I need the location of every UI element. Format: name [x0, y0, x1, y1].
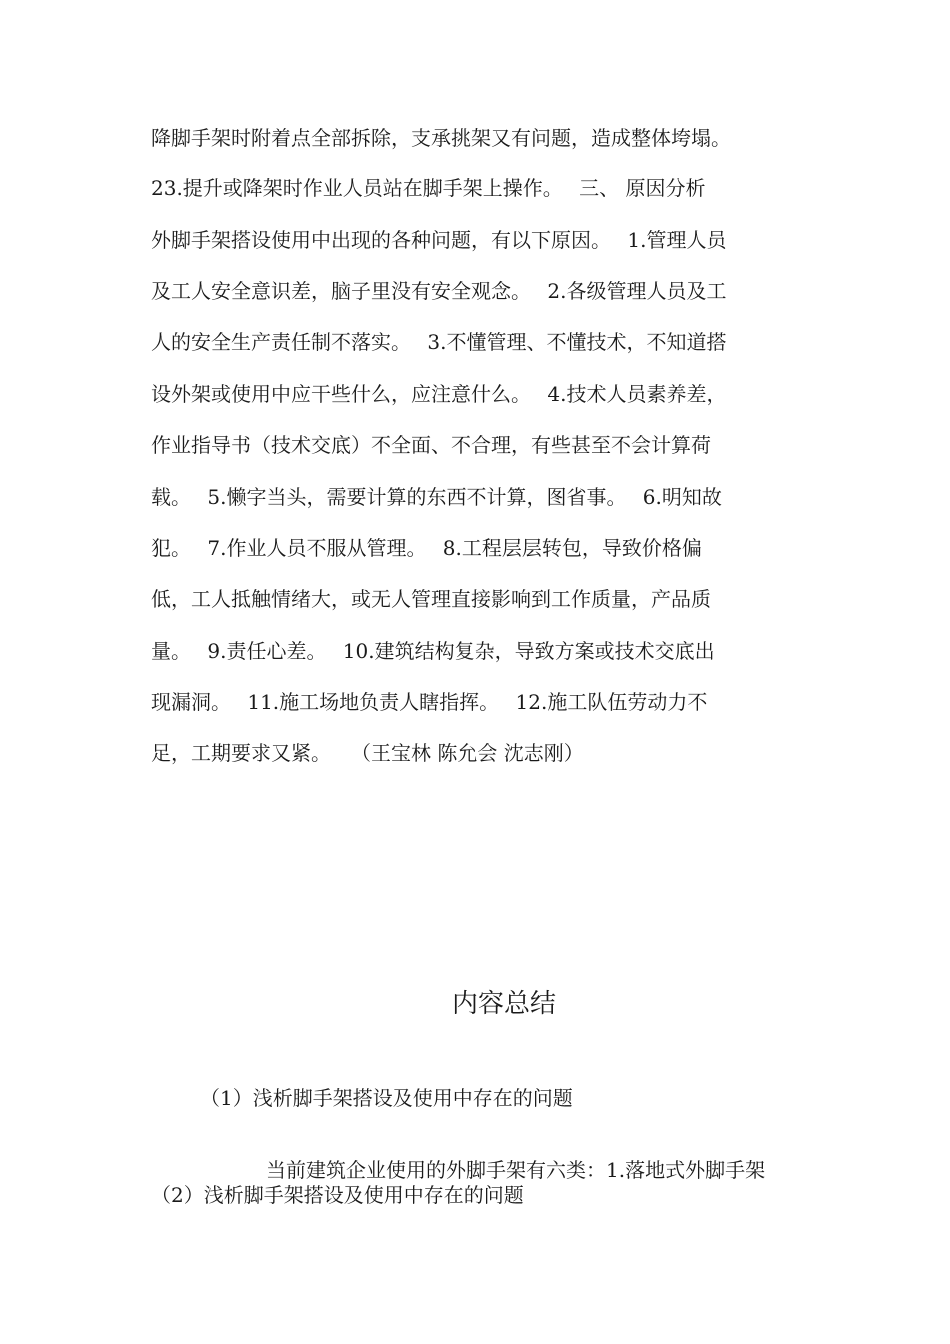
- body-line: 现漏洞。 11.施工场地负责人瞎指挥。 12.施工队伍劳动力不: [151, 690, 708, 714]
- body-line: 降脚手架时附着点全部拆除，支承挑架又有问题，造成整体垮塌。: [151, 126, 731, 150]
- summary-item-2: （2）浅析脚手架搭设及使用中存在的问题: [151, 1183, 524, 1207]
- summary-item-2-intro: 当前建筑企业使用的外脚手架有六类：1.落地式外脚手架: [266, 1158, 766, 1182]
- body-line: 及工人安全意识差，脑子里没有安全观念。 2.各级管理人员及工: [151, 279, 727, 303]
- summary-item-1: （1）浅析脚手架搭设及使用中存在的问题: [200, 1086, 573, 1110]
- body-line: 量。 9.责任心差。 10.建筑结构复杂，导致方案或技术交底出: [151, 639, 715, 663]
- body-line: 载。 5.懒字当头，需要计算的东西不计算，图省事。 6.明知故: [151, 485, 722, 509]
- body-line: 低，工人抵触情绪大，或无人管理直接影响到工作质量，产品质: [151, 587, 711, 611]
- body-line: 设外架或使用中应干些什么，应注意什么。 4.技术人员素养差，: [151, 382, 727, 406]
- body-line: 人的安全生产责任制不落实。 3.不懂管理、不懂技术，不知道搭: [151, 330, 727, 354]
- body-line: 犯。 7.作业人员不服从管理。 8.工程层层转包，导致价格偏: [151, 536, 702, 560]
- body-line: 外脚手架搭设使用中出现的各种问题，有以下原因。 1.管理人员: [151, 228, 727, 252]
- body-line: 23.提升或降架时作业人员站在脚手架上操作。 三、 原因分析: [151, 176, 706, 200]
- summary-title: 内容总结: [451, 989, 556, 1019]
- body-line: 足，工期要求又紧。 （王宝林 陈允会 沈志刚）: [151, 741, 584, 765]
- body-line: 作业指导书（技术交底）不全面、不合理，有些甚至不会计算荷: [151, 433, 711, 457]
